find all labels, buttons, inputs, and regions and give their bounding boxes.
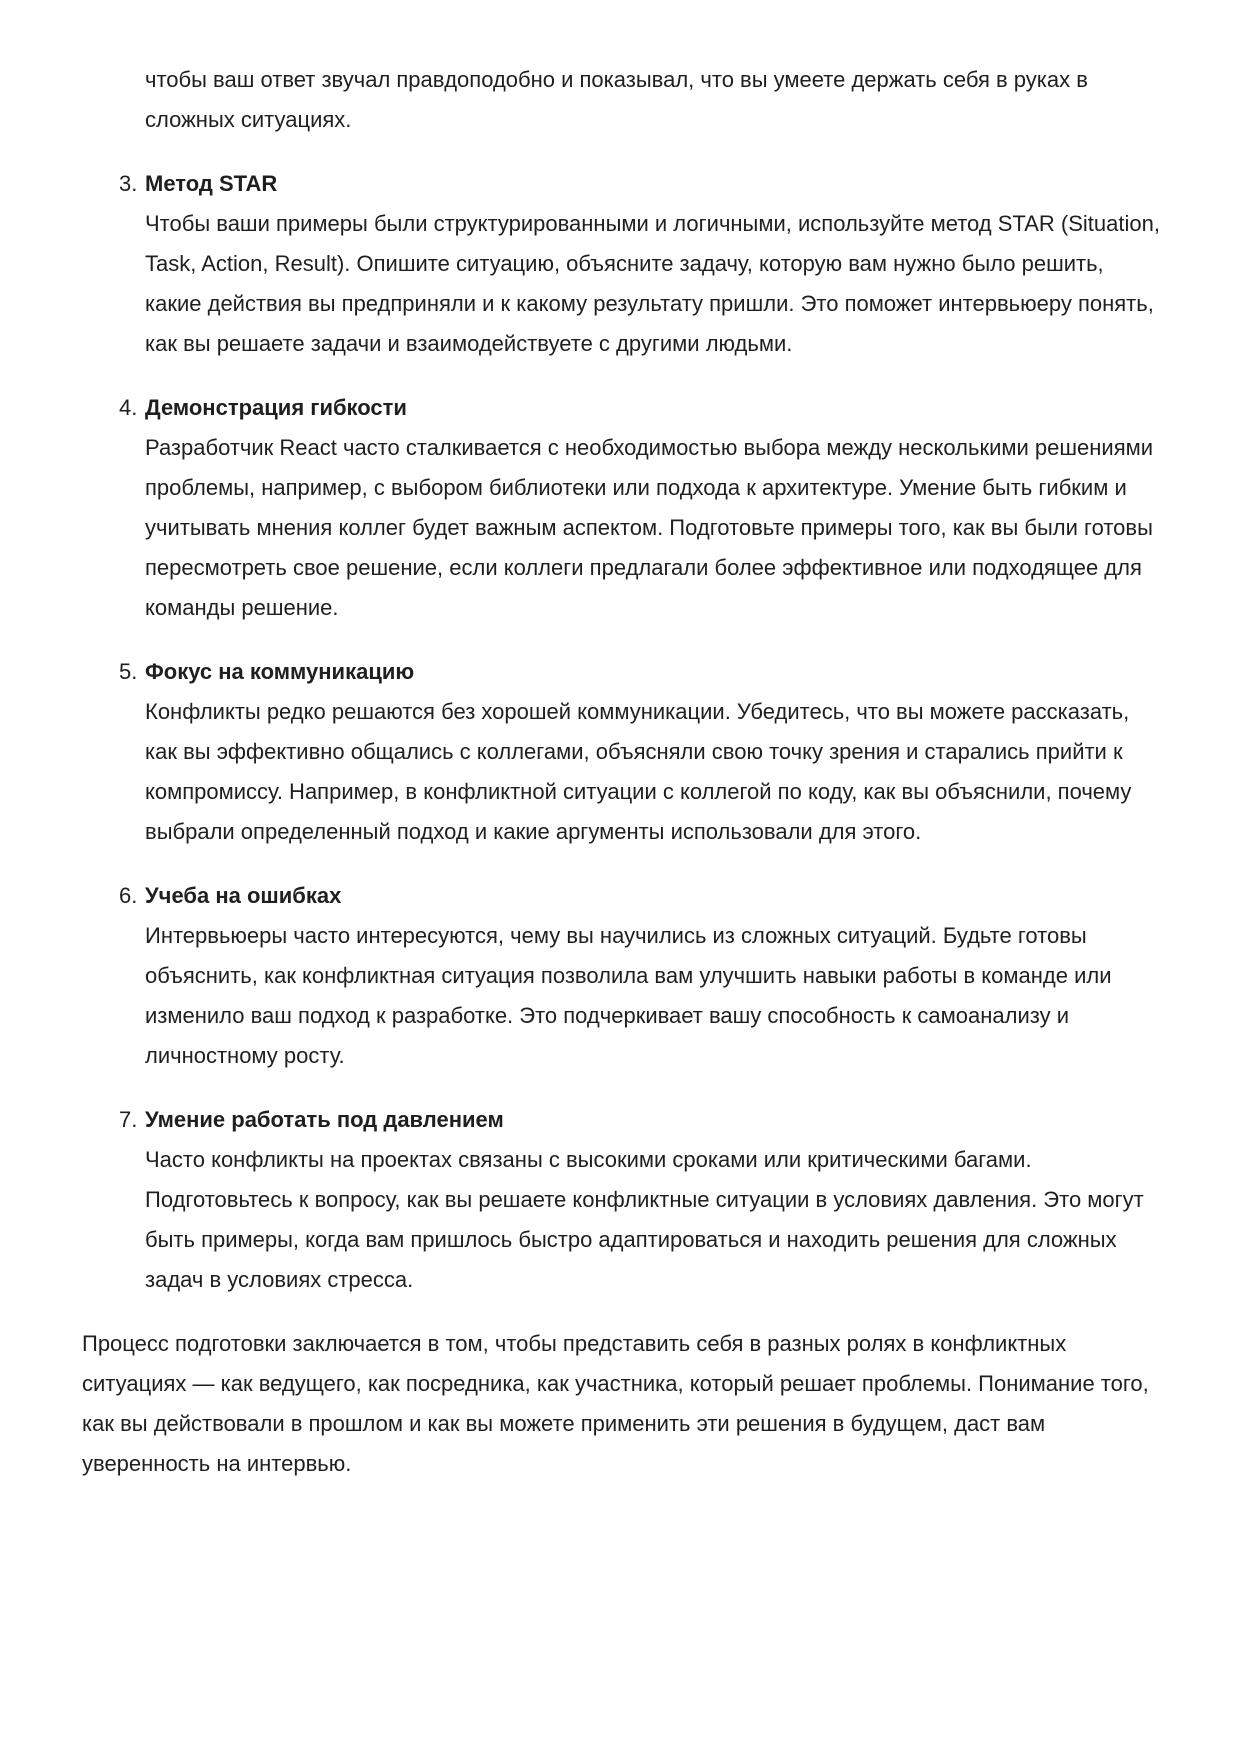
item-title: Умение работать под давлением <box>145 1107 504 1132</box>
list-number: 4. <box>119 395 138 420</box>
list-item <box>82 652 1162 852</box>
list-item <box>82 388 1162 628</box>
continuation-paragraph: чтобы ваш ответ звучал правдоподобно и показывал, что вы умеете держать себя в руках в сложных ситуациях. <box>145 67 1088 132</box>
item-title: Фокус на коммуникацию <box>145 659 415 684</box>
closing-paragraph: Процесс подготовки заключается в том, чтобы представить себя в разных ролях в конфликтных ситуациях — как ведущего, как посредника, как участника, который решает проблемы. Понимание того, как вы действовали в прошлом и как вы можете применить эти решения в будущем, даст вам уверенность на интервью. <box>82 1331 1149 1476</box>
item-title: Метод STAR <box>145 171 278 196</box>
list-number: 3. <box>119 171 138 196</box>
tips-list <box>82 164 1162 1300</box>
item-body: Разработчик React часто сталкивается с необходимостью выбора между несколькими решениями проблемы, например, с выбором библиотеки или подхода к архитектуре. Умение быть гибким и учитывать мнения коллег будет важным аспектом. Подготовьте примеры того, как вы были готовы пересмотреть свое решение, если коллеги предлагали более эффективное или подходящее для команды решение. <box>145 435 1154 620</box>
item-body: Интервьюеры часто интересуются, чему вы научились из сложных ситуаций. Будьте готовы объяснить, как конфликтная ситуация позволила вам улучшить навыки работы в команде или изменило ваш подход к разработке. Это подчеркивает вашу способность к самоанализу и личностному росту. <box>145 923 1112 1068</box>
item-body: Чтобы ваши примеры были структурированными и логичными, используйте метод STAR (Situation, Task, Action, Result). Опишите ситуацию, объясните задачу, которую вам нужно было решить, какие действия вы предприняли и к какому результату пришли. Это поможет интервьюеру понять, как вы решаете задачи и взаимодействуете с другими людьми. <box>145 211 1160 356</box>
item-body: Конфликты редко решаются без хорошей коммуникации. Убедитесь, что вы можете рассказать, как вы эффективно общались с коллегами, объясняли свою точку зрения и старались прийти к компромиссу. Например, в конфликтной ситуации с коллегой по коду, как вы объяснили, почему выбрали определенный подход и какие аргументы использовали для этого. <box>145 699 1132 844</box>
list-item <box>82 876 1162 1076</box>
list-item <box>82 164 1162 364</box>
list-item <box>82 1100 1162 1300</box>
item-title: Учеба на ошибках <box>145 883 342 908</box>
list-number: 6. <box>119 883 138 908</box>
item-title: Демонстрация гибкости <box>145 395 407 420</box>
list-number: 5. <box>119 659 138 684</box>
item-body: Часто конфликты на проектах связаны с высокими сроками или критическими багами. Подготовьтесь к вопросу, как вы решаете конфликтные ситуации в условиях давления. Это могут быть примеры, когда вам пришлось быстро адаптироваться и находить решения для сложных задач в условиях стресса. <box>145 1147 1144 1292</box>
list-number: 7. <box>119 1107 138 1132</box>
document-page <box>82 0 1162 1484</box>
